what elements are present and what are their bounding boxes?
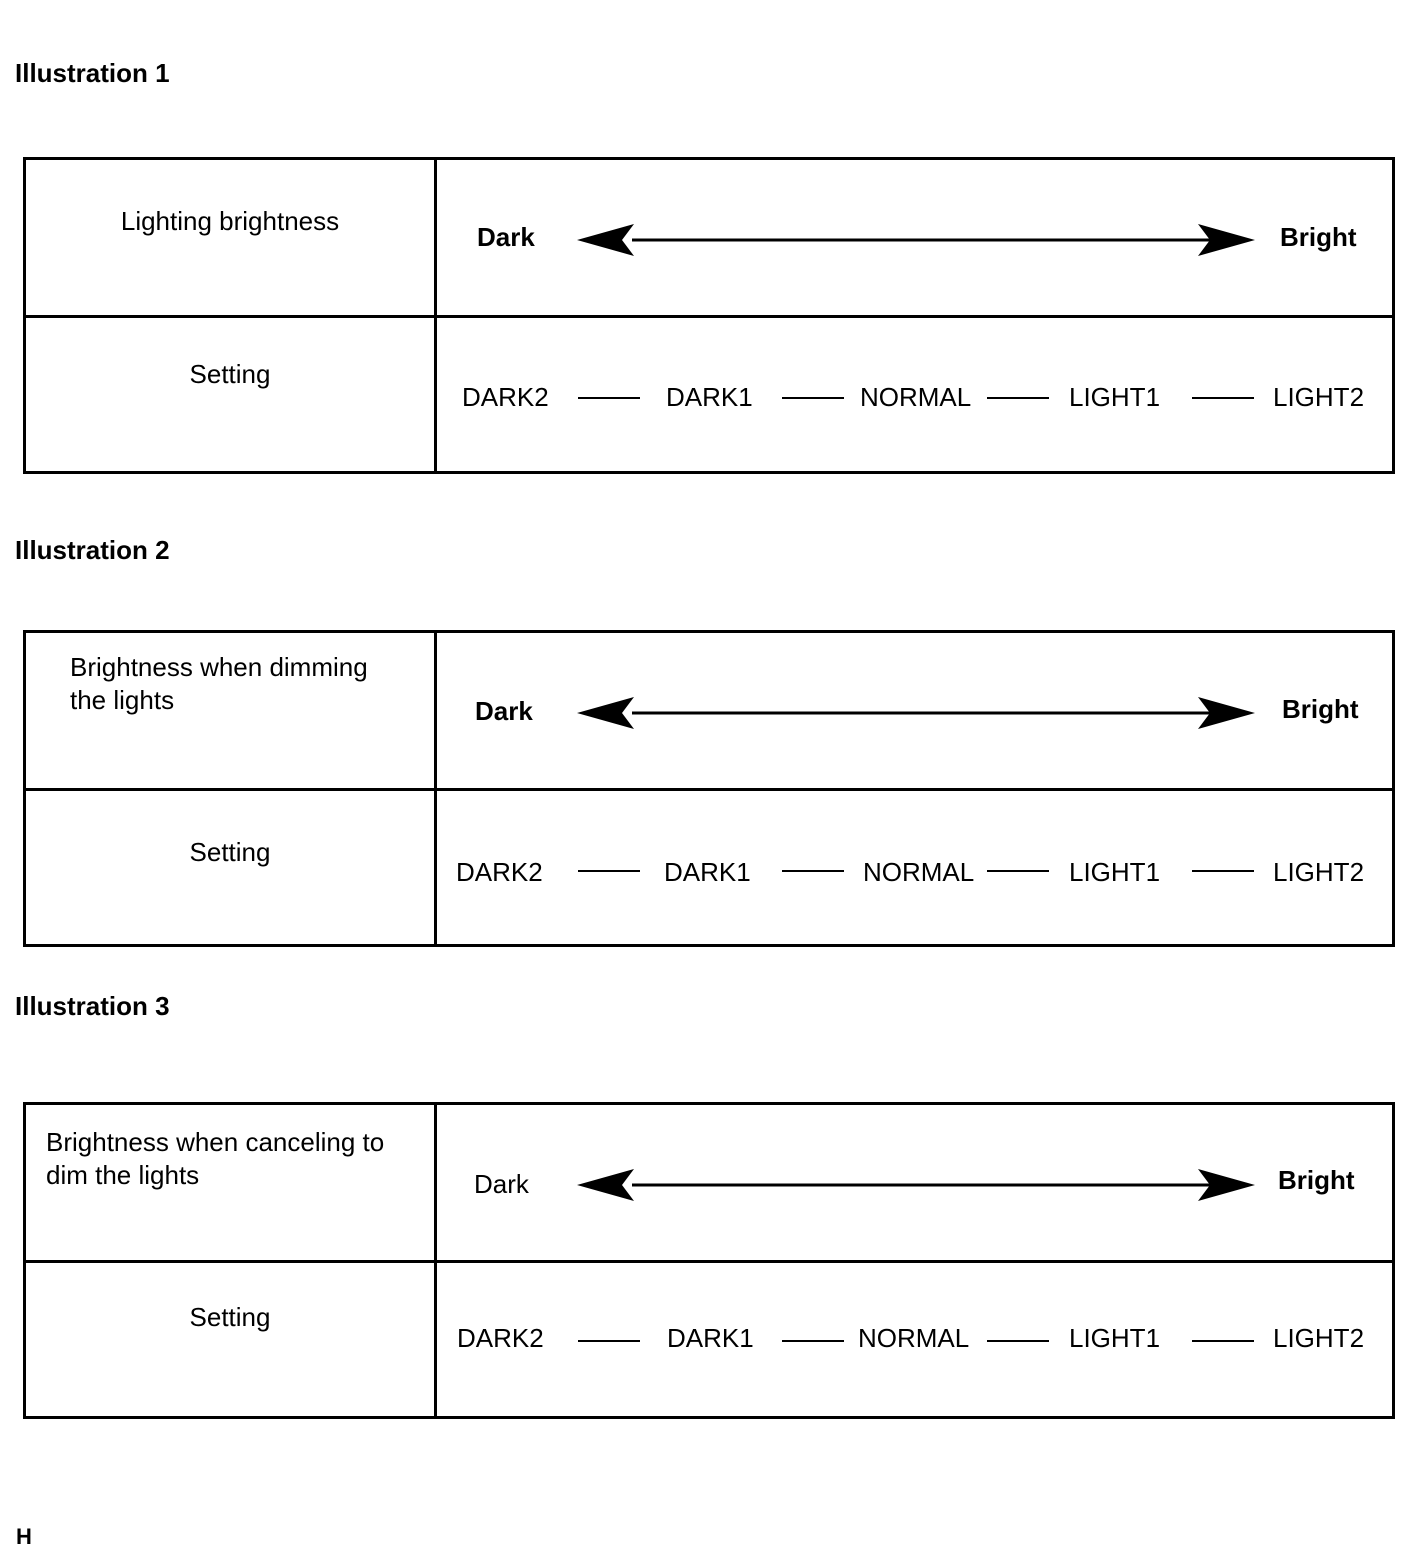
setting-light1: LIGHT1	[1069, 857, 1161, 887]
setting-connector	[578, 397, 640, 399]
setting-normal: NORMAL	[860, 382, 972, 412]
bright-label: Bright	[1278, 1165, 1355, 1195]
setting-label: Setting	[189, 359, 271, 389]
setting-connector	[987, 397, 1049, 399]
illustration-1-heading: Illustration 1	[15, 58, 170, 88]
setting-light1: LIGHT1	[1069, 1323, 1161, 1353]
dark-label: Dark	[477, 222, 535, 252]
setting-dark2: DARK2	[462, 382, 549, 412]
brightness-arrow	[437, 633, 1395, 788]
setting-connector	[987, 870, 1049, 872]
setting-connector	[1192, 870, 1254, 872]
footer-code: H	[16, 1524, 32, 1549]
row-divider	[26, 315, 1392, 318]
setting-connector	[578, 1340, 640, 1342]
setting-connector	[578, 870, 640, 872]
illustration-3-heading: Illustration 3	[15, 991, 170, 1021]
illustration-3-table	[23, 1102, 1395, 1419]
setting-light2: LIGHT2	[1273, 382, 1365, 412]
setting-dark1: DARK1	[664, 857, 751, 887]
setting-connector	[782, 397, 844, 399]
brightness-arrow	[437, 160, 1395, 315]
row-divider	[26, 1260, 1392, 1263]
setting-connector	[1192, 1340, 1254, 1342]
brightness-label-line-2: dim the lights	[46, 1160, 200, 1190]
setting-connector	[782, 1340, 844, 1342]
setting-light2: LIGHT2	[1273, 857, 1365, 887]
setting-dark2: DARK2	[456, 857, 543, 887]
illustration-2-table	[23, 630, 1395, 947]
dark-label: Dark	[475, 696, 533, 726]
brightness-label: Lighting brightness	[120, 206, 340, 236]
setting-connector	[987, 1340, 1049, 1342]
setting-light1: LIGHT1	[1069, 382, 1161, 412]
setting-dark1: DARK1	[666, 382, 753, 412]
brightness-label-line-1: Brightness when canceling to	[46, 1127, 385, 1157]
bright-label: Bright	[1282, 694, 1359, 724]
setting-dark1: DARK1	[667, 1323, 754, 1353]
setting-normal: NORMAL	[863, 857, 975, 887]
illustration-2-heading: Illustration 2	[15, 535, 170, 565]
setting-dark2: DARK2	[457, 1323, 544, 1353]
brightness-arrow	[437, 1105, 1395, 1260]
setting-label: Setting	[189, 1302, 271, 1332]
setting-label: Setting	[189, 837, 271, 867]
brightness-label-line-1: Brightness when dimming	[70, 652, 368, 682]
setting-connector	[1192, 397, 1254, 399]
row-divider	[26, 788, 1392, 791]
dark-label: Dark	[474, 1169, 529, 1199]
brightness-label-line-2: the lights	[70, 685, 175, 715]
illustration-1-table	[23, 157, 1395, 474]
setting-normal: NORMAL	[858, 1323, 970, 1353]
setting-connector	[782, 870, 844, 872]
setting-light2: LIGHT2	[1273, 1323, 1365, 1353]
bright-label: Bright	[1280, 222, 1357, 252]
